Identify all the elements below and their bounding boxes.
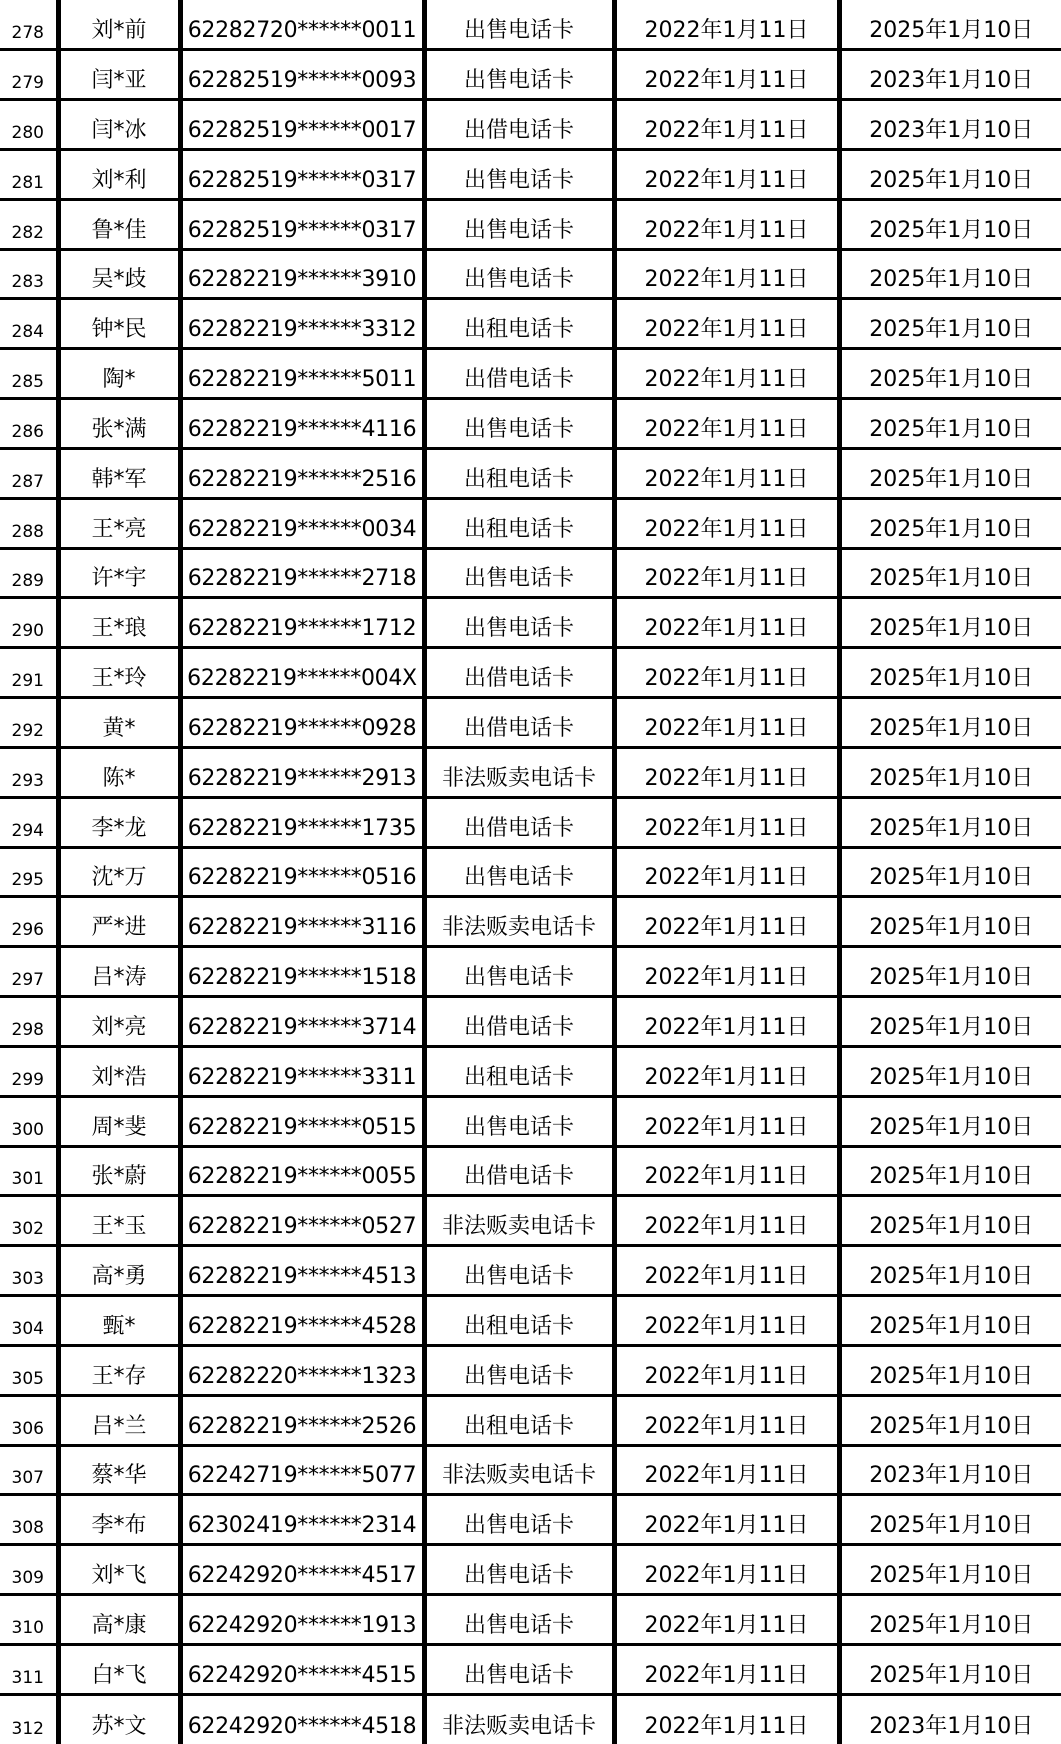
start-date-cell: 2022年1月11日 — [614, 648, 839, 698]
start-date-cell: 2022年1月11日 — [614, 399, 839, 449]
end-date-cell: 2025年1月10日 — [839, 548, 1061, 598]
name-cell: 蔡*华 — [58, 1445, 180, 1495]
row-number-cell: 295 — [0, 847, 58, 897]
start-date-cell: 2022年1月11日 — [614, 1694, 839, 1744]
id-number-cell: 62282219******2526 — [180, 1395, 424, 1445]
violation-cell: 出售电话卡 — [424, 1495, 614, 1545]
name-cell: 张*蔚 — [58, 1146, 180, 1196]
start-date-cell: 2022年1月11日 — [614, 1545, 839, 1595]
id-number-cell: 62282219******1735 — [180, 797, 424, 847]
table-row — [0, 548, 1061, 598]
end-date-cell: 2025年1月10日 — [839, 149, 1061, 199]
start-date-cell: 2022年1月11日 — [614, 1246, 839, 1296]
name-cell: 钟*民 — [58, 299, 180, 349]
violation-cell: 出借电话卡 — [424, 698, 614, 748]
name-cell: 苏*文 — [58, 1694, 180, 1744]
id-number-cell: 62242920******4517 — [180, 1545, 424, 1595]
start-date-cell: 2022年1月11日 — [614, 249, 839, 299]
end-date-cell: 2025年1月10日 — [839, 997, 1061, 1047]
end-date-cell: 2025年1月10日 — [839, 1395, 1061, 1445]
table-row — [0, 1644, 1061, 1694]
id-number-cell: 62282219******4116 — [180, 399, 424, 449]
id-number-cell: 62242920******1913 — [180, 1595, 424, 1645]
table-row — [0, 349, 1061, 399]
id-number-cell: 62282219******0516 — [180, 847, 424, 897]
start-date-cell: 2022年1月11日 — [614, 1146, 839, 1196]
id-number-cell: 62282219******0515 — [180, 1096, 424, 1146]
row-number-cell: 291 — [0, 648, 58, 698]
start-date-cell: 2022年1月11日 — [614, 997, 839, 1047]
table-row — [0, 1246, 1061, 1296]
table-row — [0, 448, 1061, 498]
table-row — [0, 598, 1061, 648]
violation-cell: 出售电话卡 — [424, 548, 614, 598]
violation-cell: 非法贩卖电话卡 — [424, 1694, 614, 1744]
start-date-cell: 2022年1月11日 — [614, 349, 839, 399]
violation-cell: 出借电话卡 — [424, 1146, 614, 1196]
name-cell: 韩*军 — [58, 448, 180, 498]
name-cell: 王*玉 — [58, 1196, 180, 1246]
name-cell: 陈* — [58, 747, 180, 797]
table-row — [0, 1545, 1061, 1595]
table-row — [0, 1345, 1061, 1395]
table-row — [0, 847, 1061, 897]
row-number-cell: 298 — [0, 997, 58, 1047]
name-cell: 高*康 — [58, 1595, 180, 1645]
id-number-cell: 62282219******3910 — [180, 249, 424, 299]
start-date-cell: 2022年1月11日 — [614, 1296, 839, 1346]
table-row — [0, 199, 1061, 249]
violation-cell: 出租电话卡 — [424, 448, 614, 498]
violation-cell: 出租电话卡 — [424, 299, 614, 349]
end-date-cell: 2025年1月10日 — [839, 897, 1061, 947]
name-cell: 王*存 — [58, 1345, 180, 1395]
violation-cell: 出借电话卡 — [424, 100, 614, 150]
start-date-cell: 2022年1月11日 — [614, 947, 839, 997]
start-date-cell: 2022年1月11日 — [614, 1595, 839, 1645]
start-date-cell: 2022年1月11日 — [614, 448, 839, 498]
name-cell: 刘*亮 — [58, 997, 180, 1047]
table-row — [0, 1495, 1061, 1545]
name-cell: 白*飞 — [58, 1644, 180, 1694]
start-date-cell: 2022年1月11日 — [614, 598, 839, 648]
name-cell: 吕*兰 — [58, 1395, 180, 1445]
id-number-cell: 62282219******0928 — [180, 698, 424, 748]
start-date-cell: 2022年1月11日 — [614, 747, 839, 797]
id-number-cell: 62282219******0034 — [180, 498, 424, 548]
id-number-cell: 62282219******3312 — [180, 299, 424, 349]
end-date-cell: 2025年1月10日 — [839, 698, 1061, 748]
row-number-cell: 278 — [0, 0, 58, 50]
id-number-cell: 62282519******0017 — [180, 100, 424, 150]
id-number-cell: 62282519******0093 — [180, 50, 424, 100]
row-number-cell: 292 — [0, 698, 58, 748]
name-cell: 吕*涛 — [58, 947, 180, 997]
table-row — [0, 249, 1061, 299]
violation-cell: 出售电话卡 — [424, 1644, 614, 1694]
start-date-cell: 2022年1月11日 — [614, 698, 839, 748]
id-number-cell: 62242920******4515 — [180, 1644, 424, 1694]
id-number-cell: 62282219******4513 — [180, 1246, 424, 1296]
end-date-cell: 2025年1月10日 — [839, 847, 1061, 897]
table-row — [0, 1395, 1061, 1445]
violation-cell: 出售电话卡 — [424, 1595, 614, 1645]
id-number-cell: 62302419******2314 — [180, 1495, 424, 1545]
name-cell: 王*亮 — [58, 498, 180, 548]
table-row — [0, 698, 1061, 748]
id-number-cell: 62282219******2718 — [180, 548, 424, 598]
start-date-cell: 2022年1月11日 — [614, 1495, 839, 1545]
name-cell: 严*进 — [58, 897, 180, 947]
row-number-cell: 294 — [0, 797, 58, 847]
violation-cell: 出售电话卡 — [424, 149, 614, 199]
name-cell: 陶* — [58, 349, 180, 399]
end-date-cell: 2025年1月10日 — [839, 0, 1061, 50]
row-number-cell: 288 — [0, 498, 58, 548]
table-row — [0, 1046, 1061, 1096]
row-number-cell: 283 — [0, 249, 58, 299]
end-date-cell: 2025年1月10日 — [839, 349, 1061, 399]
start-date-cell: 2022年1月11日 — [614, 1395, 839, 1445]
id-number-cell: 62282219******2516 — [180, 448, 424, 498]
end-date-cell: 2025年1月10日 — [839, 797, 1061, 847]
name-cell: 闫*冰 — [58, 100, 180, 150]
start-date-cell: 2022年1月11日 — [614, 797, 839, 847]
violation-cell: 出借电话卡 — [424, 997, 614, 1047]
table-row — [0, 648, 1061, 698]
table-row — [0, 747, 1061, 797]
start-date-cell: 2022年1月11日 — [614, 1096, 839, 1146]
table-row — [0, 1196, 1061, 1246]
end-date-cell: 2025年1月10日 — [839, 199, 1061, 249]
start-date-cell: 2022年1月11日 — [614, 1644, 839, 1694]
name-cell: 许*宇 — [58, 548, 180, 598]
row-number-cell: 285 — [0, 349, 58, 399]
id-number-cell: 62282219******1518 — [180, 947, 424, 997]
table-row — [0, 1096, 1061, 1146]
violation-cell: 出租电话卡 — [424, 498, 614, 548]
row-number-cell: 296 — [0, 897, 58, 947]
start-date-cell: 2022年1月11日 — [614, 1196, 839, 1246]
start-date-cell: 2022年1月11日 — [614, 1445, 839, 1495]
id-number-cell: 62282220******1323 — [180, 1345, 424, 1395]
row-number-cell: 286 — [0, 399, 58, 449]
id-number-cell: 62282219******004X — [180, 648, 424, 698]
violation-cell: 出借电话卡 — [424, 648, 614, 698]
table-row — [0, 1445, 1061, 1495]
end-date-cell: 2025年1月10日 — [839, 1345, 1061, 1395]
violation-cell: 出售电话卡 — [424, 0, 614, 50]
name-cell: 周*斐 — [58, 1096, 180, 1146]
start-date-cell: 2022年1月11日 — [614, 1046, 839, 1096]
end-date-cell: 2025年1月10日 — [839, 598, 1061, 648]
start-date-cell: 2022年1月11日 — [614, 498, 839, 548]
end-date-cell: 2025年1月10日 — [839, 747, 1061, 797]
row-number-cell: 282 — [0, 199, 58, 249]
row-number-cell: 305 — [0, 1345, 58, 1395]
row-number-cell: 279 — [0, 50, 58, 100]
end-date-cell: 2025年1月10日 — [839, 399, 1061, 449]
row-number-cell: 290 — [0, 598, 58, 648]
violation-cell: 出售电话卡 — [424, 1096, 614, 1146]
end-date-cell: 2025年1月10日 — [839, 498, 1061, 548]
violation-cell: 出售电话卡 — [424, 598, 614, 648]
violation-cell: 出租电话卡 — [424, 1296, 614, 1346]
name-cell: 甄* — [58, 1296, 180, 1346]
start-date-cell: 2022年1月11日 — [614, 149, 839, 199]
id-number-cell: 62282219******3116 — [180, 897, 424, 947]
table-row — [0, 498, 1061, 548]
id-number-cell: 62242920******4518 — [180, 1694, 424, 1744]
start-date-cell: 2022年1月11日 — [614, 199, 839, 249]
row-number-cell: 302 — [0, 1196, 58, 1246]
violation-cell: 非法贩卖电话卡 — [424, 1445, 614, 1495]
row-number-cell: 304 — [0, 1296, 58, 1346]
row-number-cell: 303 — [0, 1246, 58, 1296]
violation-cell: 出售电话卡 — [424, 249, 614, 299]
end-date-cell: 2025年1月10日 — [839, 947, 1061, 997]
name-cell: 高*勇 — [58, 1246, 180, 1296]
name-cell: 李*龙 — [58, 797, 180, 847]
table-row — [0, 997, 1061, 1047]
table-row — [0, 149, 1061, 199]
id-number-cell: 62282219******5011 — [180, 349, 424, 399]
id-number-cell: 62282219******4528 — [180, 1296, 424, 1346]
table-row — [0, 947, 1061, 997]
name-cell: 李*布 — [58, 1495, 180, 1545]
id-number-cell: 62282219******2913 — [180, 747, 424, 797]
name-cell: 鲁*佳 — [58, 199, 180, 249]
violation-cell: 出售电话卡 — [424, 1545, 614, 1595]
end-date-cell: 2025年1月10日 — [839, 1196, 1061, 1246]
violation-cell: 非法贩卖电话卡 — [424, 747, 614, 797]
name-cell: 闫*亚 — [58, 50, 180, 100]
id-number-cell: 62282219******0527 — [180, 1196, 424, 1246]
row-number-cell: 308 — [0, 1495, 58, 1545]
name-cell: 刘*飞 — [58, 1545, 180, 1595]
end-date-cell: 2025年1月10日 — [839, 249, 1061, 299]
name-cell: 黄* — [58, 698, 180, 748]
row-number-cell: 312 — [0, 1694, 58, 1744]
row-number-cell: 309 — [0, 1545, 58, 1595]
id-number-cell: 62282519******0317 — [180, 149, 424, 199]
start-date-cell: 2022年1月11日 — [614, 299, 839, 349]
table-row — [0, 0, 1061, 50]
row-number-cell: 299 — [0, 1046, 58, 1096]
id-number-cell: 62282219******3714 — [180, 997, 424, 1047]
start-date-cell: 2022年1月11日 — [614, 847, 839, 897]
id-number-cell: 62242719******5077 — [180, 1445, 424, 1495]
row-number-cell: 284 — [0, 299, 58, 349]
violation-cell: 出售电话卡 — [424, 399, 614, 449]
violation-cell: 出售电话卡 — [424, 50, 614, 100]
name-cell: 王*玲 — [58, 648, 180, 698]
table-row — [0, 299, 1061, 349]
table-row — [0, 897, 1061, 947]
row-number-cell: 307 — [0, 1445, 58, 1495]
row-number-cell: 281 — [0, 149, 58, 199]
end-date-cell: 2025年1月10日 — [839, 1146, 1061, 1196]
end-date-cell: 2025年1月10日 — [839, 1644, 1061, 1694]
row-number-cell: 306 — [0, 1395, 58, 1445]
start-date-cell: 2022年1月11日 — [614, 1345, 839, 1395]
end-date-cell: 2025年1月10日 — [839, 299, 1061, 349]
row-number-cell: 289 — [0, 548, 58, 598]
end-date-cell: 2025年1月10日 — [839, 1595, 1061, 1645]
name-cell: 张*满 — [58, 399, 180, 449]
end-date-cell: 2023年1月10日 — [839, 50, 1061, 100]
table-row — [0, 399, 1061, 449]
end-date-cell: 2025年1月10日 — [839, 1296, 1061, 1346]
id-number-cell: 62282519******0317 — [180, 199, 424, 249]
violation-cell: 出售电话卡 — [424, 1246, 614, 1296]
row-number-cell: 310 — [0, 1595, 58, 1645]
violation-cell: 出借电话卡 — [424, 797, 614, 847]
table-row — [0, 1146, 1061, 1196]
end-date-cell: 2025年1月10日 — [839, 1545, 1061, 1595]
row-number-cell: 297 — [0, 947, 58, 997]
table-row — [0, 50, 1061, 100]
start-date-cell: 2022年1月11日 — [614, 100, 839, 150]
table-row — [0, 100, 1061, 150]
name-cell: 王*琅 — [58, 598, 180, 648]
name-cell: 刘*浩 — [58, 1046, 180, 1096]
name-cell: 沈*万 — [58, 847, 180, 897]
start-date-cell: 2022年1月11日 — [614, 0, 839, 50]
end-date-cell: 2025年1月10日 — [839, 648, 1061, 698]
violation-cell: 出售电话卡 — [424, 847, 614, 897]
end-date-cell: 2025年1月10日 — [839, 1096, 1061, 1146]
id-number-cell: 62282219******1712 — [180, 598, 424, 648]
end-date-cell: 2023年1月10日 — [839, 1694, 1061, 1744]
end-date-cell: 2025年1月10日 — [839, 1495, 1061, 1545]
violation-cell: 非法贩卖电话卡 — [424, 897, 614, 947]
id-number-cell: 62282219******0055 — [180, 1146, 424, 1196]
end-date-cell: 2025年1月10日 — [839, 1246, 1061, 1296]
start-date-cell: 2022年1月11日 — [614, 548, 839, 598]
violation-cell: 出租电话卡 — [424, 1395, 614, 1445]
violation-cell: 出借电话卡 — [424, 349, 614, 399]
end-date-cell: 2025年1月10日 — [839, 1046, 1061, 1096]
table-row — [0, 1595, 1061, 1645]
violation-cell: 出售电话卡 — [424, 199, 614, 249]
row-number-cell: 287 — [0, 448, 58, 498]
name-cell: 吴*歧 — [58, 249, 180, 299]
row-number-cell: 311 — [0, 1644, 58, 1694]
end-date-cell: 2023年1月10日 — [839, 1445, 1061, 1495]
end-date-cell: 2023年1月10日 — [839, 100, 1061, 150]
violation-cell: 出租电话卡 — [424, 1046, 614, 1096]
row-number-cell: 293 — [0, 747, 58, 797]
table-row — [0, 1694, 1061, 1744]
name-cell: 刘*利 — [58, 149, 180, 199]
violation-cell: 出售电话卡 — [424, 1345, 614, 1395]
violation-cell: 非法贩卖电话卡 — [424, 1196, 614, 1246]
name-cell: 刘*前 — [58, 0, 180, 50]
row-number-cell: 280 — [0, 100, 58, 150]
table-row — [0, 797, 1061, 847]
table-row — [0, 1296, 1061, 1346]
row-number-cell: 300 — [0, 1096, 58, 1146]
id-number-cell: 62282720******0011 — [180, 0, 424, 50]
start-date-cell: 2022年1月11日 — [614, 50, 839, 100]
row-number-cell: 301 — [0, 1146, 58, 1196]
start-date-cell: 2022年1月11日 — [614, 897, 839, 947]
violation-cell: 出售电话卡 — [424, 947, 614, 997]
id-number-cell: 62282219******3311 — [180, 1046, 424, 1096]
end-date-cell: 2025年1月10日 — [839, 448, 1061, 498]
